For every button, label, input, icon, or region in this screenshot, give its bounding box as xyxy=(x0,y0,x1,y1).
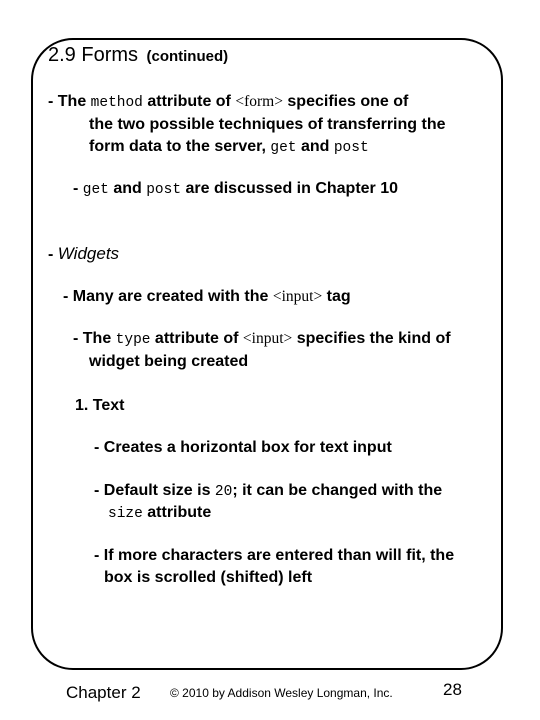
slide-title xyxy=(48,44,228,67)
text: specifies the kind of xyxy=(292,330,451,347)
title-main: 2.9 Forms xyxy=(48,44,139,66)
code-get: get xyxy=(82,182,109,198)
code-20: 20 xyxy=(214,484,233,500)
footer-chapter: Chapter 2 xyxy=(66,683,141,702)
text: are discussed in Chapter 10 xyxy=(181,180,399,197)
widgets-heading xyxy=(48,244,119,265)
text-heading: 1. Text xyxy=(75,397,125,414)
default-size-line-2 xyxy=(108,503,211,524)
tag-input: <input> xyxy=(272,288,323,305)
text: tag xyxy=(322,288,351,305)
many-created-line xyxy=(63,287,351,307)
code-size: size xyxy=(108,506,143,522)
tag-form: <form> xyxy=(235,93,283,110)
tag-input: <input> xyxy=(242,330,293,347)
text: - The xyxy=(48,93,91,110)
text: and xyxy=(108,180,147,197)
text: attribute of xyxy=(150,330,243,347)
text: ; it can be changed with the xyxy=(232,482,443,499)
code-post: post xyxy=(146,182,182,198)
type-attr-line-1 xyxy=(73,329,451,350)
text: attribute xyxy=(142,504,212,521)
footer-copyright: © 2010 by Addison Wesley Longman, Inc. xyxy=(170,686,393,700)
method-line-1 xyxy=(48,92,408,113)
text: - Default size is xyxy=(94,482,215,499)
code-type: type xyxy=(115,332,151,348)
footer-page-number: 28 xyxy=(443,680,462,699)
creates-box-line: - Creates a horizontal box for text input xyxy=(94,439,392,456)
text: and xyxy=(296,138,334,155)
scroll-line-1: - If more characters are entered than will fit, the xyxy=(94,547,455,564)
scroll-line-2: box is scrolled (shifted) left xyxy=(104,569,313,586)
text: - The xyxy=(73,330,116,347)
method-line-2: the two possible techniques of transferring the xyxy=(89,116,446,133)
get-post-line xyxy=(73,179,398,200)
text: - Many are created with the xyxy=(63,288,273,305)
default-size-line-1 xyxy=(94,481,442,502)
text: - xyxy=(48,246,58,263)
code-post: post xyxy=(333,140,369,156)
type-attr-line-2: widget being created xyxy=(89,353,249,370)
method-line-3 xyxy=(89,137,369,158)
code-method: method xyxy=(90,95,143,111)
text: - xyxy=(73,180,83,197)
text: form data to the server, xyxy=(89,138,271,155)
text: attribute of xyxy=(142,93,236,110)
title-sub: (continued) xyxy=(146,48,229,65)
widgets-label: Widgets xyxy=(57,244,120,263)
text: specifies one of xyxy=(282,93,409,110)
code-get: get xyxy=(270,140,297,156)
